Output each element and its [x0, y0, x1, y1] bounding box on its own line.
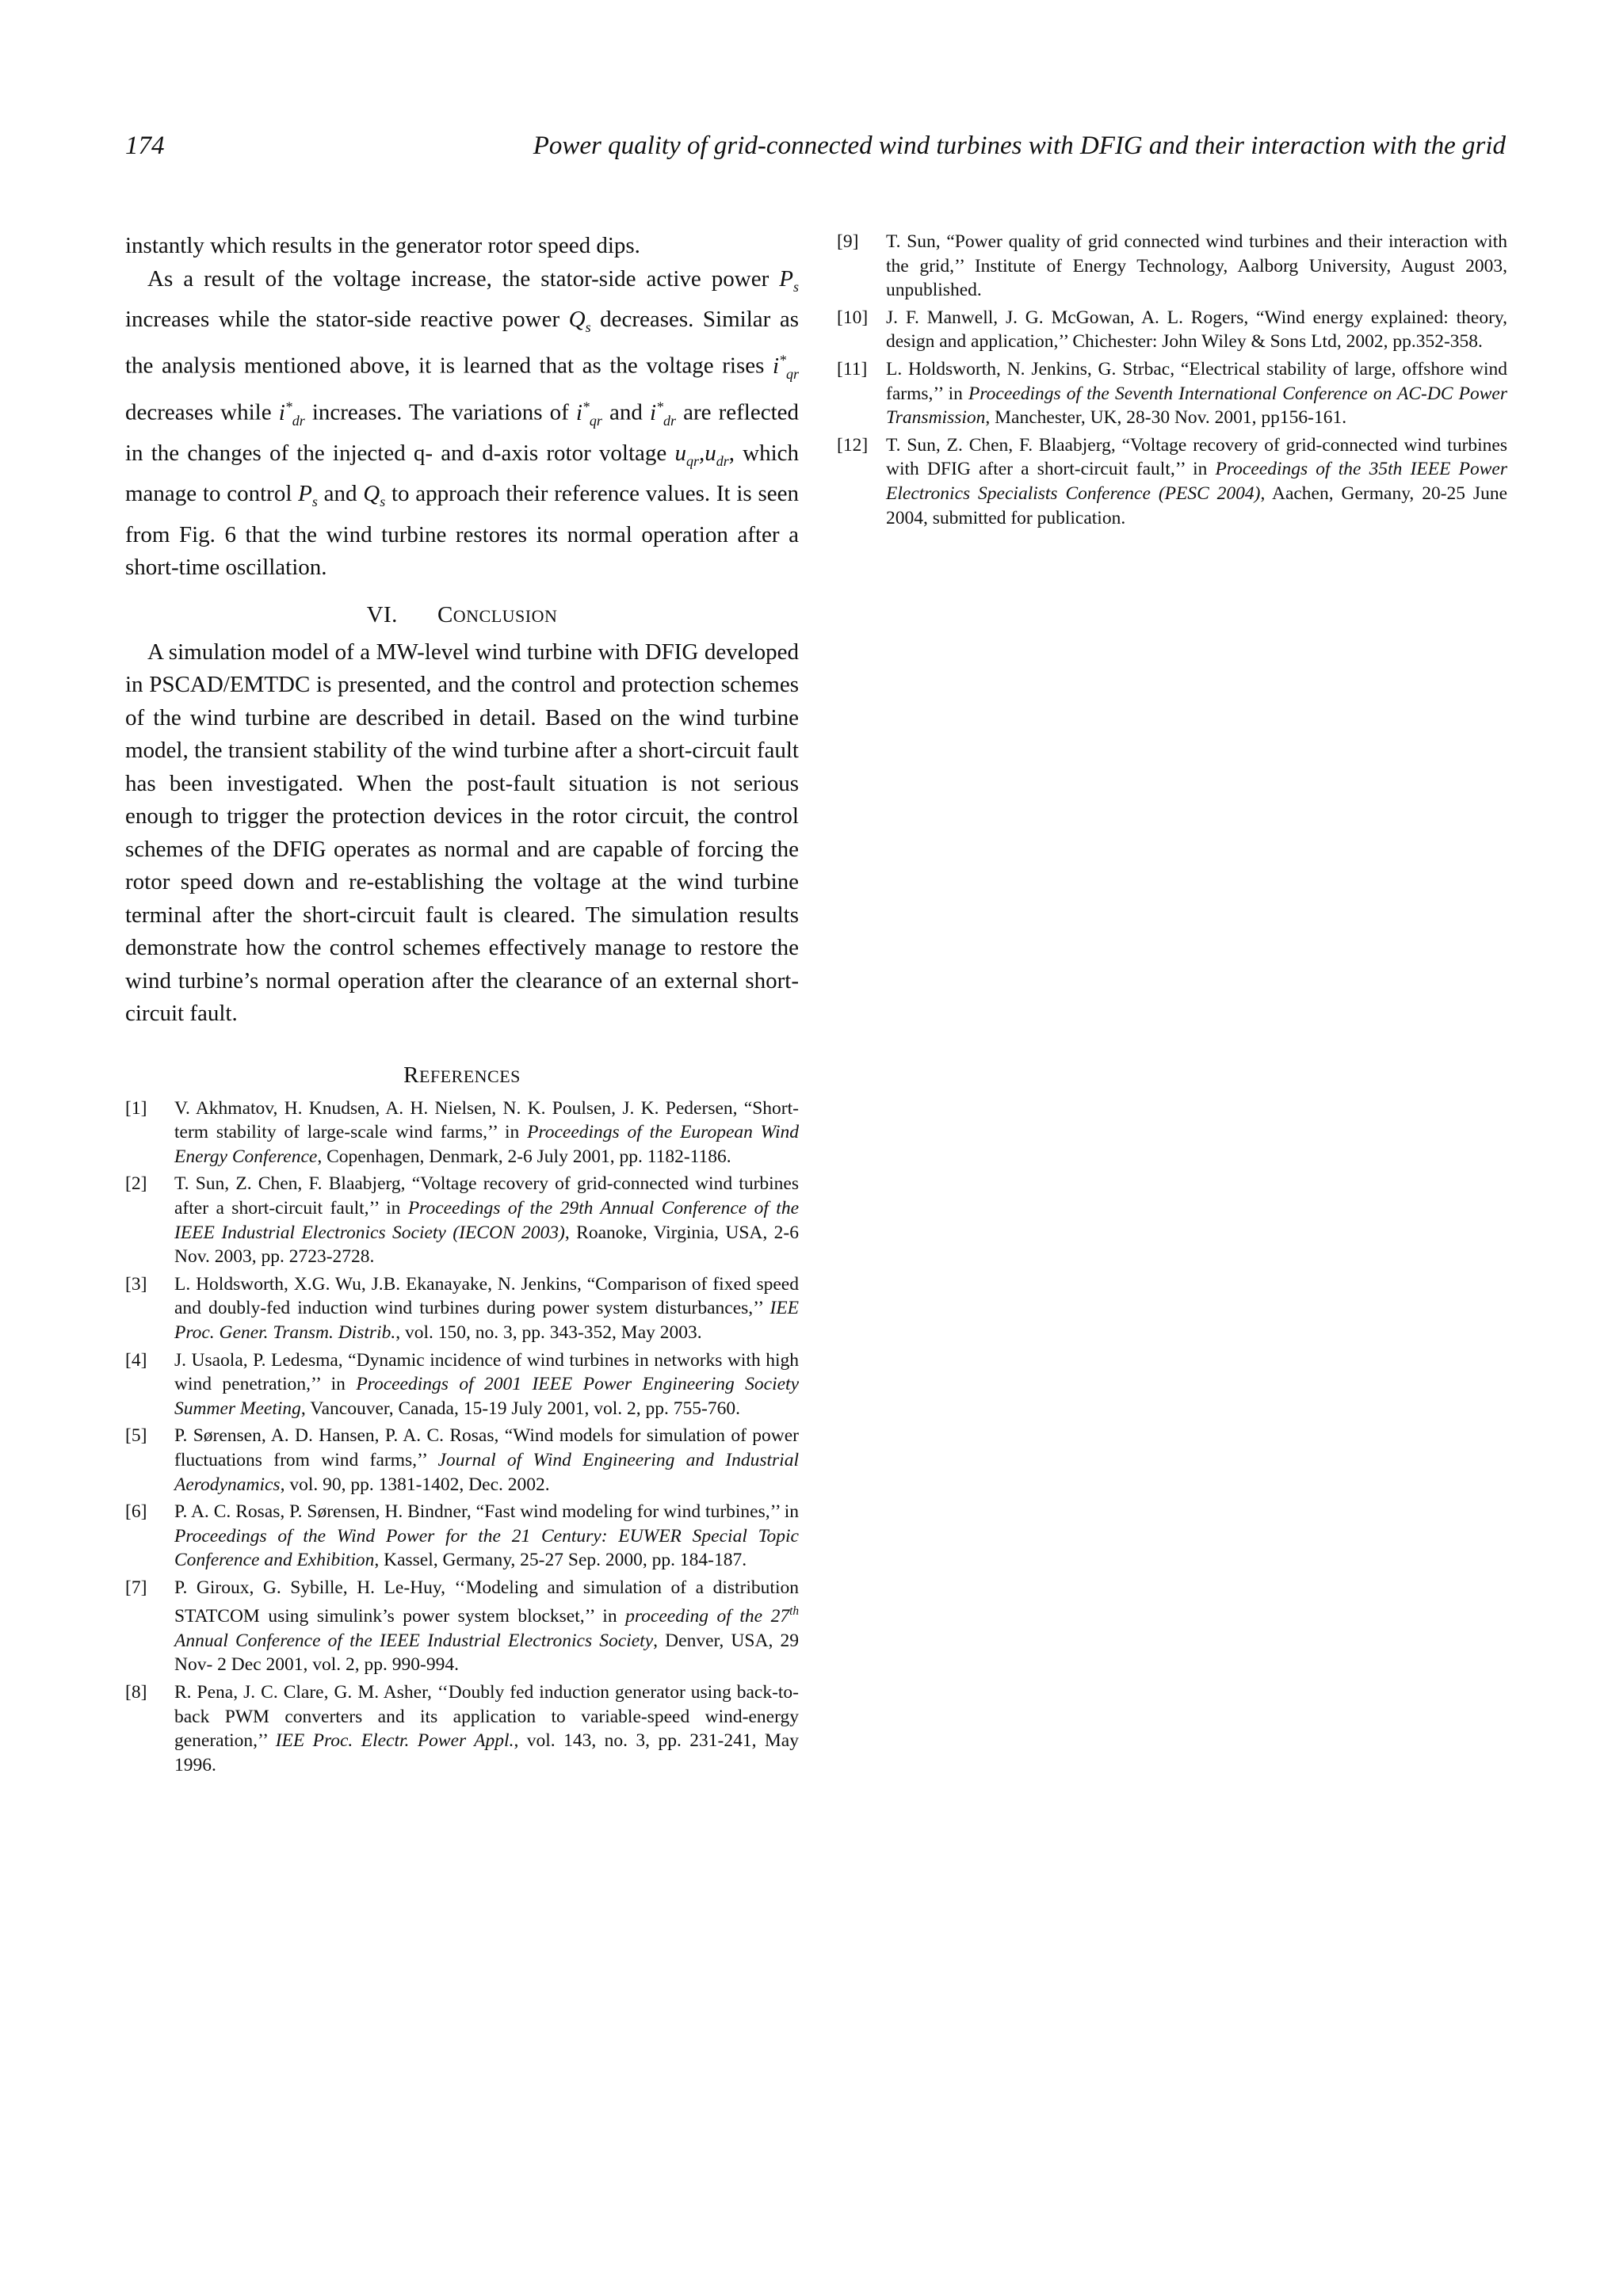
reference-item: [9] T. Sun, “Power quality of grid connected wind turbines and their interaction with the grid,’’ Institute of Energy Technology, Aalborg University, August 2003, unpublished. — [837, 231, 1507, 301]
paragraph-continued: instantly which results in the generator rotor speed dips. — [125, 233, 640, 258]
reference-item: [7] P. Giroux, G. Sybille, H. Le-Huy, ‘‘Modeling and simulation of a distribution STATCOM using simulink’s power system blockset,’’ in proceeding of the 27th Annual Conference of the IEEE Industrial Electronics Society, Denver, USA, 29 Nov- 2 Dec 2001, vol. 2, pp. 990-994. — [125, 1577, 799, 1676]
reference-item: [6] P. A. C. Rosas, P. Sørensen, H. Bindner, “Fast wind modeling for wind turbines,’’ in Proceedings of the Wind Power for the 21 Century: EUWER Special Topic Conference and Exhibition, Kassel, Germany, 25-27 Sep. 2000, pp. 184-187. — [125, 1501, 799, 1571]
paragraph-conclusion: A simulation model of a MW-level wind turbine with DFIG developed in PSCAD/EMTDC is presented, and the control and protection schemes of the wind turbine are described in detail. Based on the wind turbine model, the transient stability of the wind turbine after a short-circuit fault has been investigated. When the post-fault situation is not serious enough to trigger the protection devices in the rotor circuit, the control schemes of the DFIG operates as normal and are capable of forcing the rotor speed down and re-establishing the voltage at the wind turbine terminal after the short-circuit fault is cleared. The simulation results demonstrate how the control schemes effectively manage to restore the wind turbine’s normal operation after the clearance of an external short-circuit fault. — [125, 639, 799, 1027]
math-idr-star: $i^*_{dr}$ — [278, 399, 305, 429]
reference-item: [12] T. Sun, Z. Chen, F. Blaabjerg, “Voltage recovery of grid-connected wind turbines with DFIG after a short-circuit fault,’’ in Proceedings of the 35th IEEE Power Electronics Specialists Conference (PESC 2004), Aachen, Germany, 20-25 June 2004, submitted for publication. — [837, 434, 1507, 528]
reference-item: [8] R. Pena, J. C. Clare, G. M. Asher, ‘‘Doubly fed induction generator using back-to-back PWM converters and its application to variable-speed wind-energy generation,’’ IEE Proc. Electr. Power Appl., vol. 143, no. 3, pp. 231-241, May 1996. — [125, 1682, 799, 1775]
math-Qs: $Q_s$ — [363, 481, 386, 510]
paragraph-voltage-increase: As a result of the voltage increase, the stator-side active power $P_s$ increases while the stator-side reactive power $Q_s$ decreases. Similar as the analysis mentioned above, it is learned that as the voltage rises $i^*_{qr}$ decreases while $i^*_{dr}$ increases. The variations of $i^*_{qr}$ and $i^*_{dr}$ are reflected in the changes of the injected q- and d-axis rotor voltage $u_{qr},u_{dr}$, which manage to control $P_s$ and $Q_s$ to approach their reference values. It is seen from Fig. 6 that the wind turbine restores its normal operation after a short-time oscillation. — [125, 265, 800, 581]
reference-item: [10] J. F. Manwell, J. G. McGowan, A. L. Rogers, “Wind energy explained: theory, design and application,’’ Chichester: John Wiley & Sons Ltd, 2002, pp.352-358. — [837, 307, 1507, 353]
page-number: 174 — [125, 132, 165, 160]
math-Ps: $P_s$ — [779, 265, 799, 295]
reference-item: [1] V. Akhmatov, H. Knudsen, A. H. Nielsen, N. K. Poulsen, J. K. Pedersen, “Short-term stability of large-scale wind farms,’’ in Proceedings of the European Wind Energy Conference, Copenhagen, Denmark, 2-6 July 2001, pp. 1182-1186. — [125, 1097, 799, 1167]
right-column — [837, 230, 1507, 533]
math-idr-star: $i^*_{dr}$ — [649, 399, 676, 429]
math-iqr-star: $i^*_{qr}$ — [575, 399, 602, 429]
section-heading-conclusion: VI. CONCLUSION — [366, 601, 558, 627]
reference-item: [11] L. Holdsworth, N. Jenkins, G. Strbac, “Electrical stability of large, offshore wind farms,’’ in Proceedings of the Seventh International Conference on AC-DC Power Transmission, Manchester, UK, 28-30 Nov. 2001, pp156-161. — [837, 358, 1507, 429]
section-heading-references: REFERENCES — [403, 1062, 521, 1088]
page-header — [125, 132, 1506, 171]
left-column — [125, 230, 799, 1780]
math-uqr-udr: $u_{qr},u_{dr}$ — [674, 441, 729, 469]
running-title: Power quality of grid-connected wind turbines with DFIG and their interaction with the grid — [533, 132, 1506, 160]
reference-item: [4] J. Usaola, P. Ledesma, “Dynamic incidence of wind turbines in networks with high wind penetration,’’ in Proceedings of 2001 IEEE Power Engineering Society Summer Meeting, Vancouver, Canada, 15-19 July 2001, vol. 2, pp. 755-760. — [125, 1349, 800, 1419]
reference-item: [3] L. Holdsworth, X.G. Wu, J.B. Ekanayake, N. Jenkins, “Comparison of fixed speed and doubly-fed induction wind turbines during power system disturbances,’’ IEE Proc. Gener. Transm. Distrib., vol. 150, no. 3, pp. 343-352, May 2003. — [125, 1273, 799, 1343]
reference-item: [2] T. Sun, Z. Chen, F. Blaabjerg, “Voltage recovery of grid-connected wind turbines after a short-circuit fault,’’ in Proceedings of the 29th Annual Conference of the IEEE Industrial Electronics Society (IECON 2003), Roanoke, Virginia, USA, 2-6 Nov. 2003, pp. 2723-2728. — [125, 1173, 800, 1268]
reference-item: [5] P. Sørensen, A. D. Hansen, P. A. C. Rosas, “Wind models for simulation of power fluctuations from wind farms,’’ Journal of Wind Engineering and Industrial Aerodynamics, vol. 90, pp. 1381-1402, Dec. 2002. — [125, 1425, 799, 1495]
math-iqr-star: $i^*_{qr}$ — [772, 352, 799, 382]
math-Qs: $Q_s$ — [568, 306, 591, 335]
math-Ps: $P_s$ — [298, 481, 318, 510]
section-number: VI. — [366, 601, 398, 627]
